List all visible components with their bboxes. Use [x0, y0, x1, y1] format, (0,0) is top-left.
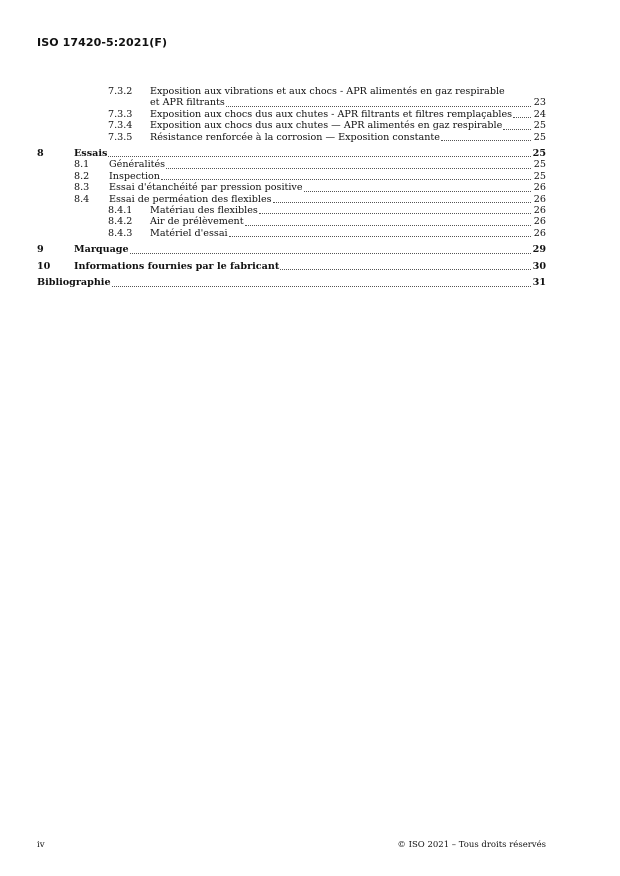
toc-entry-page: 25 — [533, 159, 546, 171]
toc-entry-number: 8.4.3 — [108, 227, 133, 239]
dot-leader — [226, 106, 531, 107]
toc-entry-title: Matériau des flexibles — [150, 205, 258, 217]
toc-entry-title: Essai de perméation des flexibles — [109, 193, 272, 205]
dot-leader — [441, 140, 531, 141]
dot-leader — [280, 269, 531, 270]
toc-entry-number: 7.3.2 — [108, 86, 133, 97]
toc-entry-page: 25 — [533, 131, 546, 143]
dot-leader — [503, 129, 531, 130]
dot-leader — [304, 191, 531, 192]
toc-entry-page: 24 — [533, 108, 546, 120]
toc-entry-title: Exposition aux chocs dus aux chutes — APR alimentés en gaz respirable — [150, 120, 503, 132]
toc-entry-number: 10 — [37, 260, 51, 272]
toc-entry-8-4-3[interactable] — [37, 228, 546, 239]
toc-entry-number: 8.4 — [74, 193, 90, 205]
dot-leader — [229, 236, 531, 237]
toc-entry-page: 26 — [533, 205, 546, 217]
toc-entry-7-3-4[interactable] — [37, 120, 546, 131]
toc-entry-number: 8.4.1 — [108, 205, 133, 217]
toc-entry-8-3[interactable] — [37, 182, 546, 193]
toc-entry-8[interactable] — [37, 148, 546, 159]
toc-entry-page: 26 — [533, 216, 546, 228]
toc-entry-bibliographie[interactable] — [37, 277, 546, 288]
toc-entry-8-2[interactable] — [37, 171, 546, 182]
toc-entry-page: 30 — [532, 260, 546, 272]
toc-entry-page: 31 — [532, 277, 546, 289]
toc-entry-page: 26 — [533, 227, 546, 239]
toc-entry-10[interactable] — [37, 261, 546, 272]
toc-entry-8-4-2[interactable] — [37, 216, 546, 227]
toc-entry-number: 7.3.3 — [108, 108, 133, 120]
toc-entry-title: Résistance renforcée à la corrosion — Exposition constante — [150, 131, 440, 143]
toc-entry-number: 8.1 — [74, 159, 90, 171]
toc-entry-number: 8 — [37, 148, 44, 160]
toc-entry-title: Essai d'étanchéité par pression positive — [109, 182, 303, 194]
toc-entry-number: 8.3 — [74, 182, 90, 194]
toc-entry-title: Marquage — [74, 244, 129, 256]
toc-entry-7-3-2[interactable] — [37, 86, 546, 109]
toc-entry-title: Bibliographie — [37, 277, 111, 289]
toc-entry-title: Essais — [74, 148, 108, 160]
toc-entry-page: 25 — [533, 170, 546, 182]
toc-entry-number: 8.2 — [74, 170, 90, 182]
document-header: ISO 17420-5:2021(F) — [37, 36, 168, 49]
toc-entry-title: Exposition aux vibrations et aux chocs - APR alimentés en gaz respirable — [150, 86, 505, 97]
dot-leader — [166, 168, 531, 169]
toc-entry-8-1[interactable] — [37, 159, 546, 170]
toc-entry-number: 9 — [37, 244, 44, 256]
toc-entry-title: Air de prélèvement — [150, 216, 244, 228]
toc-entry-number: 7.3.5 — [108, 131, 133, 143]
toc-entry-title: Matériel d'essai — [150, 227, 228, 239]
toc-entry-number: 7.3.4 — [108, 120, 133, 132]
footer-page-number: iv — [37, 840, 45, 850]
toc-entry-page: 25 — [533, 120, 546, 132]
dot-leader — [245, 225, 531, 226]
toc-entry-page: 23 — [533, 97, 546, 109]
footer-copyright: © ISO 2021 – Tous droits réservés — [397, 840, 546, 850]
toc-entry-number: 8.4.2 — [108, 216, 133, 228]
toc-entry-title: Exposition aux chocs dus aux chutes - APR filtrants et filtres remplaçables — [150, 108, 513, 120]
toc-entry-title-continued: et APR filtrants — [150, 97, 225, 109]
dot-leader — [112, 286, 531, 287]
table-of-contents — [37, 86, 546, 289]
dot-leader — [161, 179, 531, 180]
dot-leader — [259, 213, 531, 214]
toc-entry-7-3-5[interactable] — [37, 132, 546, 143]
toc-entry-page: 29 — [532, 244, 546, 256]
dot-leader — [108, 156, 531, 157]
dot-leader — [273, 202, 531, 203]
toc-entry-page: 25 — [532, 148, 546, 160]
toc-entry-title: Inspection — [109, 170, 160, 182]
toc-entry-9[interactable] — [37, 244, 546, 255]
toc-entry-8-4[interactable] — [37, 194, 546, 205]
toc-entry-8-4-1[interactable] — [37, 205, 546, 216]
toc-entry-title: Informations fournies par le fabricant — [74, 260, 280, 272]
toc-entry-page: 26 — [533, 193, 546, 205]
toc-entry-7-3-3[interactable] — [37, 109, 546, 120]
dot-leader — [513, 117, 531, 118]
toc-entry-page: 26 — [533, 182, 546, 194]
toc-entry-title: Généralités — [109, 159, 166, 171]
dot-leader — [130, 253, 531, 254]
